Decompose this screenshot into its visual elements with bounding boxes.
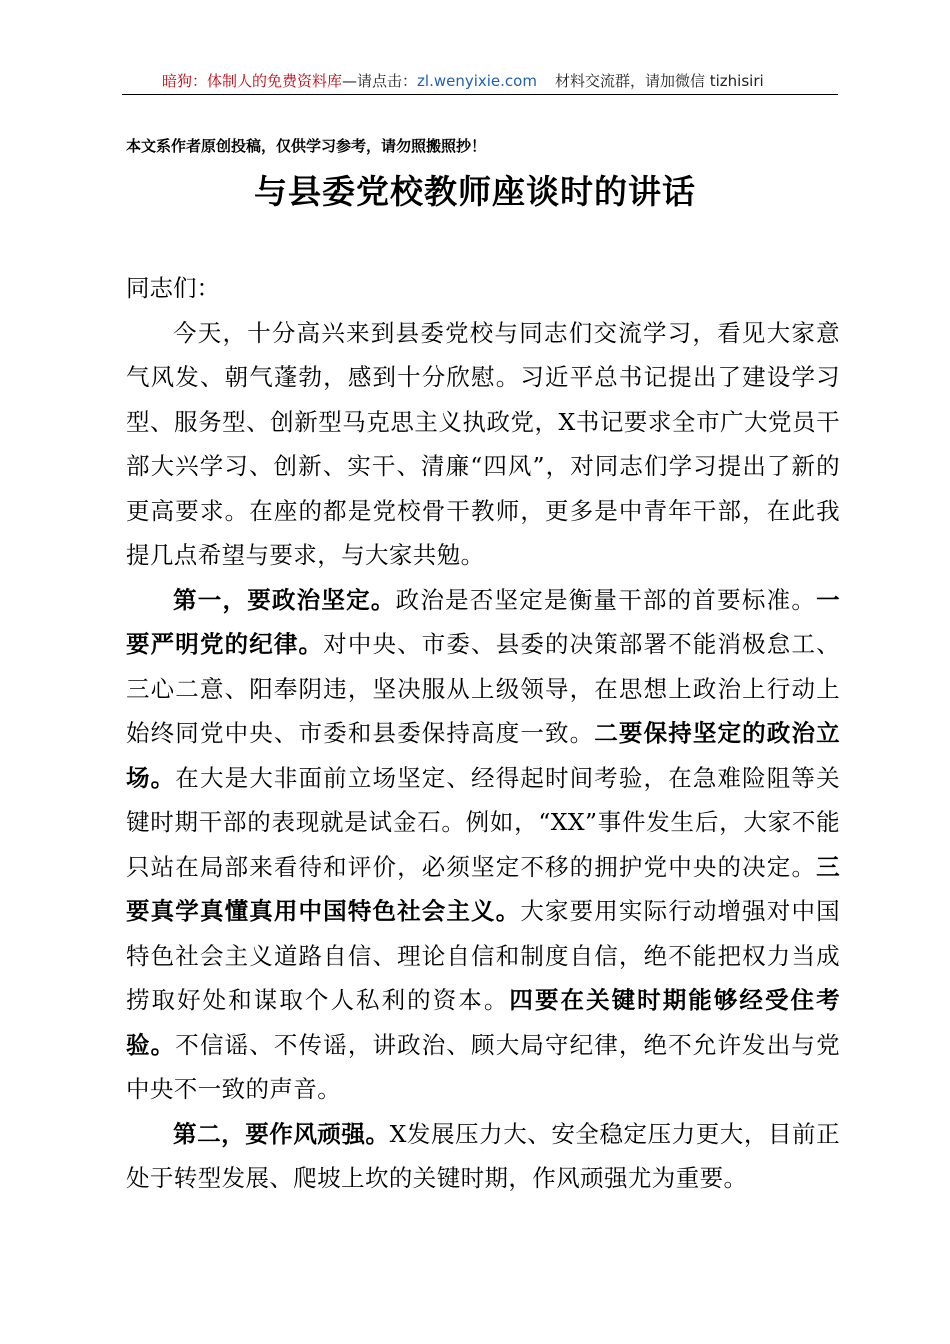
paragraph-political xyxy=(126,578,840,1112)
header-click-prompt: —请点击： xyxy=(342,72,418,90)
paragraph-text: 在大是大非面前立场坚定、经得起时间考验，在急难险阻等关键时期干部的表现就是试金石。例如，“XX”事件发生后，大家不能只站在局部来看待和评价，必须坚定不移的拥护党中央的决定。 xyxy=(126,763,840,881)
document-body xyxy=(126,266,840,1201)
paragraph-text: X发展压力大、安全稳定压力更大，目前正处于转型发展、爬坡上坎的关键时期，作风顽强尤为重要。 xyxy=(126,1119,840,1192)
disclaimer: 本文系作者原创投稿，仅供学习参考，请勿照搬照抄！ xyxy=(126,137,487,155)
point-heading: 一要严明党的纪律。 xyxy=(126,585,840,658)
page-header xyxy=(122,68,838,95)
header-site-name: 暗狗：体制人的免费资料库 xyxy=(162,72,343,90)
section-heading-2: 第二，要作风顽强。 xyxy=(173,1119,390,1148)
paragraph-text: 不信谣、不传谣，讲政治、顾大局守纪律，绝不允许发出与党中央不一致的声音。 xyxy=(126,1030,840,1103)
paragraph-style xyxy=(126,1112,840,1201)
section-heading-1: 第一，要政治坚定。 xyxy=(173,585,396,614)
paragraph-text: 政治是否坚定是衡量干部的首要标准。 xyxy=(395,585,817,614)
salutation: 同志们： xyxy=(126,274,220,302)
document-title: 与县委党校教师座谈时的讲话 xyxy=(254,172,696,211)
paragraph-text: 对中央、市委、县委的决策部署不能消极怠工、三心二意、阳奉阴违，坚决服从上级领导，在思想上政治上行动上始终同党中央、市委和县委保持高度一致。 xyxy=(126,630,840,747)
header-line xyxy=(162,70,764,91)
point-heading: 四要在关键时期能够经受住考验。 xyxy=(126,986,840,1059)
point-heading: 二要保持坚定的政治立场。 xyxy=(126,719,840,792)
header-wechat-note: 材料交流群，请加微信 tizhisiri xyxy=(554,72,764,90)
header-link[interactable]: zl.wenyixie.com xyxy=(417,72,537,90)
paragraph-text: 大家要用实际行动增强对中国特色社会主义道路自信、理论自信和制度自信，绝不能把权力当成捞取好处和谋取个人私利的资本。 xyxy=(126,897,840,1014)
point-heading: 三要真学真懂真用中国特色社会主义。 xyxy=(126,852,840,925)
paragraph-intro: 今天，十分高兴来到县委党校与同志们交流学习，看见大家意气风发、朝气蓬勃，感到十分欣慰。习近平总书记提出了建设学习型、服务型、创新型马克思主义执政党，X书记要求全市广大党员干部大兴学习、创新、实干、清廉“四风”，对同志们学习提出了新的更高要求。在座的都是党校骨干教师，更多是中青年干部，在此我提几点希望与要求，与大家共勉。 xyxy=(126,318,840,569)
